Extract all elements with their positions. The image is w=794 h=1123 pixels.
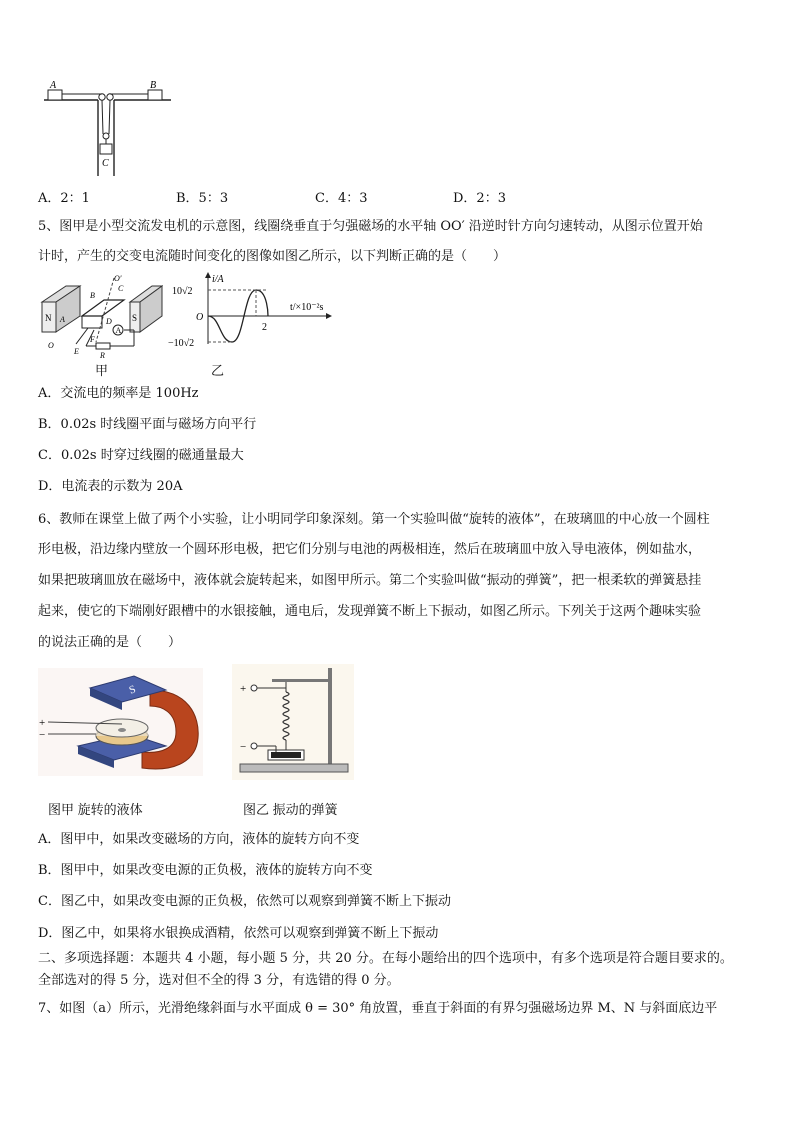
graph-ymin: −10√2	[168, 338, 195, 349]
svg-text:S: S	[132, 313, 138, 323]
graph-ymax: 10√2	[172, 286, 193, 297]
q4-option-b[interactable]: B．5：3	[176, 191, 229, 206]
svg-text:O′: O′	[114, 274, 122, 283]
svg-text:D: D	[106, 317, 112, 326]
q5-caption-yi: 乙	[211, 363, 225, 378]
label-c: C	[102, 158, 109, 169]
q6-stem-line-1: 6、教师在课堂上做了两个小实验，让小明同学印象深刻。第一个实验叫做“旋转的液体”，在玻璃皿的中心放一个圆柱	[38, 512, 710, 527]
q6-caption-yi: 图乙 振动的弹簧	[243, 802, 338, 817]
q6-stem-line-2: 形电极，沿边缘内壁放一个圆环形电极，把它们分别与电池的两极相连，然后在玻璃皿中放入导电液体，例如盐水，	[38, 542, 702, 557]
q6-option-b[interactable]: B．图甲中，如果改变电源的正负极，液体的旋转方向不变	[38, 863, 373, 878]
q6-stem-line-4: 起来，使它的下端刚好跟槽中的水银接触，通电后，发现弹簧不断上下振动，如图乙所示。下列关于这两个趣味实验	[38, 604, 702, 619]
q7-stem-line-1: 7、如图（a）所示，光滑绝缘斜面与水平面成 θ = 30° 角放置，垂直于斜面的有界匀强磁场边界 M、N 与斜面底边平	[38, 1001, 718, 1016]
q6-stem-line-5: 的说法正确的是（ ）	[38, 635, 182, 650]
q5-option-a[interactable]: A．交流电的频率是 100Hz	[38, 386, 199, 401]
q6-caption-jia: 图甲 旋转的液体	[48, 802, 143, 817]
q4-pulley-figure	[36, 78, 176, 178]
q5-stem-line-1: 5、图甲是小型交流发电机的示意图，线圈绕垂直于匀强磁场的水平轴 OO′ 沿逆时针方向匀速转动，从图示位置开始	[38, 219, 703, 234]
q5-generator-figure-jia	[38, 272, 163, 372]
graph-origin: O	[196, 312, 204, 323]
svg-text:C: C	[118, 284, 124, 293]
section2-heading-line-1: 二、多项选择题：本题共 4 小题，每小题 5 分，共 20 分。在每小题给出的四个选项中，有多个选项是符合题目要求的。	[38, 951, 733, 966]
section2-heading-line-2: 全部选对的得 5 分，选对但不全的得 3 分，有选错的得 0 分。	[38, 973, 400, 988]
magnet-s-label: S	[127, 683, 138, 697]
q6-stem-line-3: 如果把玻璃皿放在磁场中，液体就会旋转起来，如图甲所示。第二个实验叫做“振动的弹簧”，把一根柔软的弹簧悬挂	[38, 573, 702, 588]
q6-rotating-liquid-photo	[38, 668, 203, 776]
q6-vibrating-spring-figure	[232, 664, 354, 780]
svg-text:A: A	[60, 315, 65, 324]
block-a	[48, 90, 62, 100]
graph-xlabel: t/×10⁻²s	[290, 302, 324, 313]
svg-text:B: B	[90, 291, 95, 300]
q6-option-a[interactable]: A．图甲中，如果改变磁场的方向，液体的旋转方向不变	[38, 832, 360, 847]
q4-option-d[interactable]: D．2：3	[453, 191, 506, 206]
block-b	[148, 90, 162, 100]
plus-label-jia: +	[39, 717, 46, 729]
svg-text:O: O	[48, 341, 54, 350]
svg-text:R: R	[100, 351, 105, 360]
q5-option-c[interactable]: C．0.02s 时穿过线圈的磁通量最大	[38, 448, 244, 463]
q5-caption-jia: 甲	[95, 363, 109, 378]
minus-label-yi: −	[240, 741, 247, 753]
q5-option-d[interactable]: D．电流表的示数为 20A	[38, 479, 183, 494]
label-b: B	[150, 80, 157, 91]
q5-current-graph-yi	[168, 270, 338, 350]
graph-xtick: 2	[262, 322, 267, 333]
q6-option-d[interactable]: D．图乙中，如果将水银换成酒精，依然可以观察到弹簧不断上下振动	[38, 926, 439, 941]
q5-stem-line-2: 计时，产生的交变电流随时间变化的图像如图乙所示，以下判断正确的是（ ）	[38, 249, 507, 264]
svg-text:N: N	[45, 313, 52, 323]
q6-option-c[interactable]: C．图乙中，如果改变电源的正负极，依然可以观察到弹簧不断上下振动	[38, 894, 451, 909]
svg-text:E: E	[74, 347, 79, 356]
svg-text:A: A	[115, 326, 122, 335]
plus-label-yi: +	[240, 683, 247, 695]
graph-ylabel: i/A	[212, 274, 224, 285]
q4-option-c[interactable]: C．4：3	[315, 191, 368, 206]
q4-option-a[interactable]: A．2：1	[38, 191, 90, 206]
q5-option-b[interactable]: B．0.02s 时线圈平面与磁场方向平行	[38, 417, 257, 432]
label-a: A	[50, 80, 57, 91]
minus-label-jia: −	[39, 729, 46, 741]
block-c	[100, 144, 112, 154]
svg-text:F: F	[90, 335, 95, 344]
